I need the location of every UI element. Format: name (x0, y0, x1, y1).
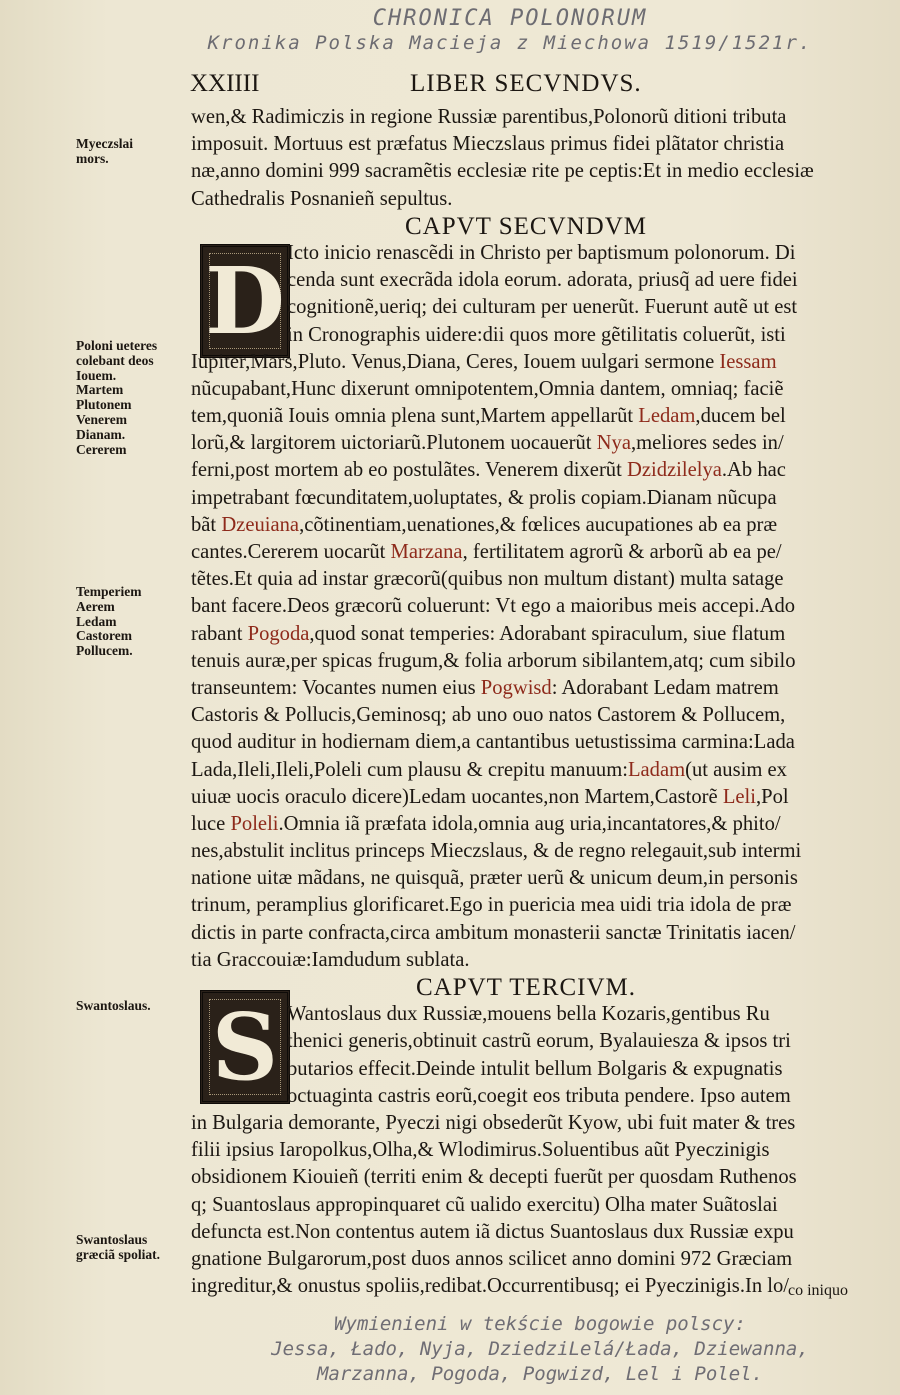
text-line (191, 811, 861, 838)
text-line (191, 947, 861, 974)
text-segment: cenda sunt execrãda idola eorum. adorata, priusq̃ ad uere fidei (287, 269, 798, 292)
text-line: octuaginta castris eorũ,coegit eos tributa pendere. Ipso autem (287, 1084, 791, 1107)
text-segment: uiuæ uocis oraculo dicere)Ledam uocantes,non Martem,Castorẽ (191, 785, 723, 808)
deity-name: Pogoda (247, 622, 310, 645)
marginal-note (76, 137, 188, 167)
annotation-line: Wymienieni w tekście bogowie polscy: (334, 1313, 746, 1335)
text-segment: : Adorabant Ledam matrem (551, 676, 779, 699)
text-line (191, 430, 861, 457)
text-line (191, 593, 861, 620)
text-line: Cathedralis Posnanieñ sepultus. (191, 187, 453, 210)
deity-name: Dzeuiana (221, 513, 300, 536)
text-line (191, 784, 861, 811)
text-segment: .Omnia iã præfata idola,omnia aug uria,incantatores,& phito/ (278, 812, 781, 835)
text-line (191, 757, 861, 784)
text-line (191, 729, 861, 756)
text-segment: quod auditur in hodiernam diem,a cantantibus uetustissima carmina:Lada (191, 731, 795, 754)
text-segment: , fertilitatem agrorũ & arborũ ab ea pe/ (462, 541, 782, 563)
text-segment: .Ab hac (721, 459, 786, 482)
text-segment: ,Pol (756, 785, 789, 808)
marginal-note-line: græciã spoliat. (76, 1246, 160, 1262)
text-line (191, 349, 861, 376)
text-line (191, 920, 861, 947)
text-segment: rabant (191, 622, 248, 645)
main-text-block (191, 104, 861, 1300)
text-segment: tia Graccouiæ:Iamdudum sublata. (191, 948, 470, 971)
book-title: LIBER SECVNDVS. (410, 70, 642, 97)
text-line (191, 294, 861, 321)
text-line (191, 322, 861, 349)
text-line (191, 457, 861, 484)
text-line: wen,& Radimiczis in regione Russiæ parentibus,Polonorũ ditioni tributa (191, 106, 787, 128)
marginal-note-line: Cererem (76, 441, 127, 457)
text-line: imposuit. Mortuus est præfatus Mieczslaus primus fidei plãtator christia (191, 133, 785, 156)
annotation-line: Marzanna, Pogoda, Pogwizd, Lel i Polel. (316, 1363, 764, 1385)
marginal-note (76, 339, 188, 457)
text-line (191, 838, 861, 865)
text-line: butarios effecit.Deinde intulit bellum Bolgaris & expugnatis (287, 1057, 783, 1080)
text-segment: dictis in parte confracta,circa ambitum monasterii sanctæ Trinitatis iacen/ (191, 921, 796, 944)
text-segment: lorũ,& largitorem uictoriarũ.Plutonem uocauerũt (191, 432, 597, 455)
marginal-note-line: Plutonem (76, 397, 132, 413)
text-segment: trinum, peramplius glorificaret.Ego in puericia mea uidi tria idola de præ (191, 894, 792, 917)
deity-name: Iessam (719, 350, 777, 373)
text-line: obsidionem Kiouieñ (territi enim & decepti fuerũt per quosdam Ruthenos (191, 1166, 797, 1189)
text-line (191, 702, 861, 729)
text-line (191, 267, 861, 294)
text-line: in Bulgaria demorante, Pyeczi nigi obsederũt Kyow, ubi fuit mater & tres (191, 1111, 796, 1134)
text-line: thenici generis,obtinuit castrũ eorum, Byalauiesza & ipsos tri (287, 1030, 791, 1053)
text-segment: Castoris & Pollucis,Geminosq; ab uno ouo natos Castorem & Pollucem, (191, 704, 786, 727)
chapter-heading: CAPVT TERCIVM. (415, 974, 637, 1001)
text-segment: tẽtes.Et quia ad instar græcorũ(quibus non multum distant) multa satage (191, 568, 784, 591)
text-line: q; Suantoslaus appropinquaret cũ ualido exercitu) Olha mater Suãtoslai (191, 1193, 778, 1216)
text-line (191, 675, 861, 702)
text-segment: Iupiter,Mars,Pluto. Venus,Diana, Ceres, Iouem uulgari sermone (191, 350, 720, 373)
text-line: næ,anno domini 999 sacramẽtis ecclesiæ rite pe ceptis:Et in medio ecclesiæ (191, 160, 814, 183)
deity-name: Marzana (390, 541, 463, 563)
text-line (191, 566, 861, 593)
text-line: filii ipsius Iaropolkus,Olha,& Wlodimirus.Soluentibus aũt Pyeczinigis (191, 1139, 770, 1162)
text-segment: cantes.Cererem uocarũt (191, 541, 391, 563)
text-segment: transeuntem: Vocantes numen eius (191, 676, 481, 699)
marginal-note-line: Martem (76, 382, 124, 398)
text-line (191, 648, 861, 675)
text-line: gnatione Bulgarorum,post duos annos scilicet anno domini 972 Græciam (191, 1247, 793, 1270)
marginal-note-line: Myeczslai (76, 136, 133, 151)
text-segment: impetrabant fœcunditatem,uoluptates, & prolis copiam.Dianam nũcupa (191, 486, 777, 509)
text-segment: luce (191, 812, 231, 835)
text-segment: Icto inicio renascẽdi in Christo per baptismum polonorum. Di (287, 241, 796, 264)
text-segment: Lada,Ileli,Ileli,Poleli cum plausu & crepitu manuum: (191, 758, 628, 781)
marginal-note (76, 999, 188, 1014)
marginal-note-line: Temperiem (76, 584, 142, 599)
deity-name: Dzidzilelya (626, 459, 722, 482)
annotation-line: Jessa, Łado, Nyja, DziedziLelá/Łada, Dziewanna, (271, 1338, 809, 1360)
deity-name: Poleli (230, 812, 279, 835)
text-line (191, 621, 861, 648)
chapter-three-text (191, 1001, 861, 1300)
marginal-note-line: Swantoslaus (76, 1232, 148, 1247)
deity-name: Ledam (638, 405, 696, 428)
marginal-note-line: Aerem (76, 598, 115, 614)
text-segment: ,meliores sedes in/ (630, 432, 784, 455)
text-line (191, 376, 861, 403)
deity-name: Ladam (627, 758, 686, 781)
marginal-note-line: Iouem. (76, 367, 117, 383)
text-segment: tem,quoniã Iouis omnia plena sunt,Martem appellarũt (191, 405, 639, 428)
deity-name: Pogwisd (480, 676, 552, 699)
marginal-note-line: Poloni ueteres (76, 338, 158, 353)
decorated-initial: S (200, 990, 290, 1104)
marginal-note (76, 585, 188, 659)
folio-number: XXIIII (190, 70, 260, 97)
marginal-note-line: Dianam. (76, 426, 126, 442)
deity-name: Nya (596, 432, 631, 455)
text-segment: nũcupabant,Hunc dixerunt omnipotentem,Omnia dantem, omniaq; faciẽ (191, 377, 784, 400)
text-before-chapter (191, 104, 861, 213)
text-line (191, 403, 861, 430)
chapter-heading: CAPVT SECVNDVM (404, 212, 648, 240)
deity-name: Leli (722, 785, 756, 808)
marginal-note-line: Swantoslaus. (76, 998, 151, 1013)
text-segment: bant facere.Deos græcorũ coluerunt: Vt ego a maioribus meis accepi.Ado (191, 595, 796, 618)
text-segment: in Cronographis uidere:dii quos more gẽtilitatis coluerũt, isti (287, 323, 786, 346)
text-line (191, 539, 861, 566)
text-line: Wantoslaus dux Russiæ,mouens bella Kozaris,gentibus Ru (287, 1003, 770, 1026)
text-segment: ,quod sonat temperies: Adorabant spiraculum, siue flatum (309, 622, 786, 645)
text-line (191, 240, 861, 267)
text-segment: ,cõtinentiam,uenationes,& fœlices aucupationes ab ea præ (299, 513, 778, 536)
text-segment: bãt (191, 513, 222, 536)
text-line (191, 865, 861, 892)
text-segment: natione uitæ mãdans, ne quisquã, præter uerũ & unicum deum,in personis (191, 867, 798, 890)
text-segment: cognitionẽ,ueriq; dei culturam per uenerũt. Fuerunt autẽ ut est (287, 296, 798, 319)
decorated-initial: D (200, 244, 290, 358)
text-segment: (ut ausim ex (685, 758, 787, 781)
chapter-two-text (191, 240, 861, 974)
text-line (191, 512, 861, 539)
text-line: defuncta est.Non contentus autem iã dictus Suantoslaus dux Russiæ expu (191, 1220, 794, 1243)
handwritten-subtitle-annotation: Kronika Polska Macieja z Miechowa 1519/1521r. (207, 32, 813, 54)
text-line (191, 892, 861, 919)
text-segment: nes,abstulit inclitus princeps Mieczslaus, & de regno relegauit,sub intermi (191, 840, 802, 863)
text-line: ingreditur,& onustus spoliis,redibat.Occurrentibusq; ei Pyeczinigis.In lo/ (191, 1275, 790, 1298)
marginal-note-line: Pollucem. (76, 643, 133, 659)
marginal-note-line: colebant deos (76, 352, 154, 368)
handwritten-footnote-annotation (190, 1312, 890, 1387)
marginal-note-line: mors. (76, 150, 109, 166)
marginal-note-line: Ledam (76, 613, 117, 629)
running-head (190, 70, 850, 102)
marginal-note (76, 1233, 188, 1263)
marginal-note-line: Venerem (76, 411, 127, 427)
catchword: co iniquo (788, 1282, 848, 1299)
text-segment: tenuis auræ,per spicas frugum,& folia arborum sibilantem,atq; cum sibilo (191, 649, 796, 672)
text-line (191, 485, 861, 512)
marginal-note-line: Castorem (76, 628, 132, 644)
text-segment: ferni,post mortem ab eo postulãtes. Venerem dixerũt (191, 459, 627, 482)
text-segment: ,ducem bel (695, 405, 786, 428)
handwritten-title-annotation: CHRONICA POLONORUM (372, 6, 648, 31)
